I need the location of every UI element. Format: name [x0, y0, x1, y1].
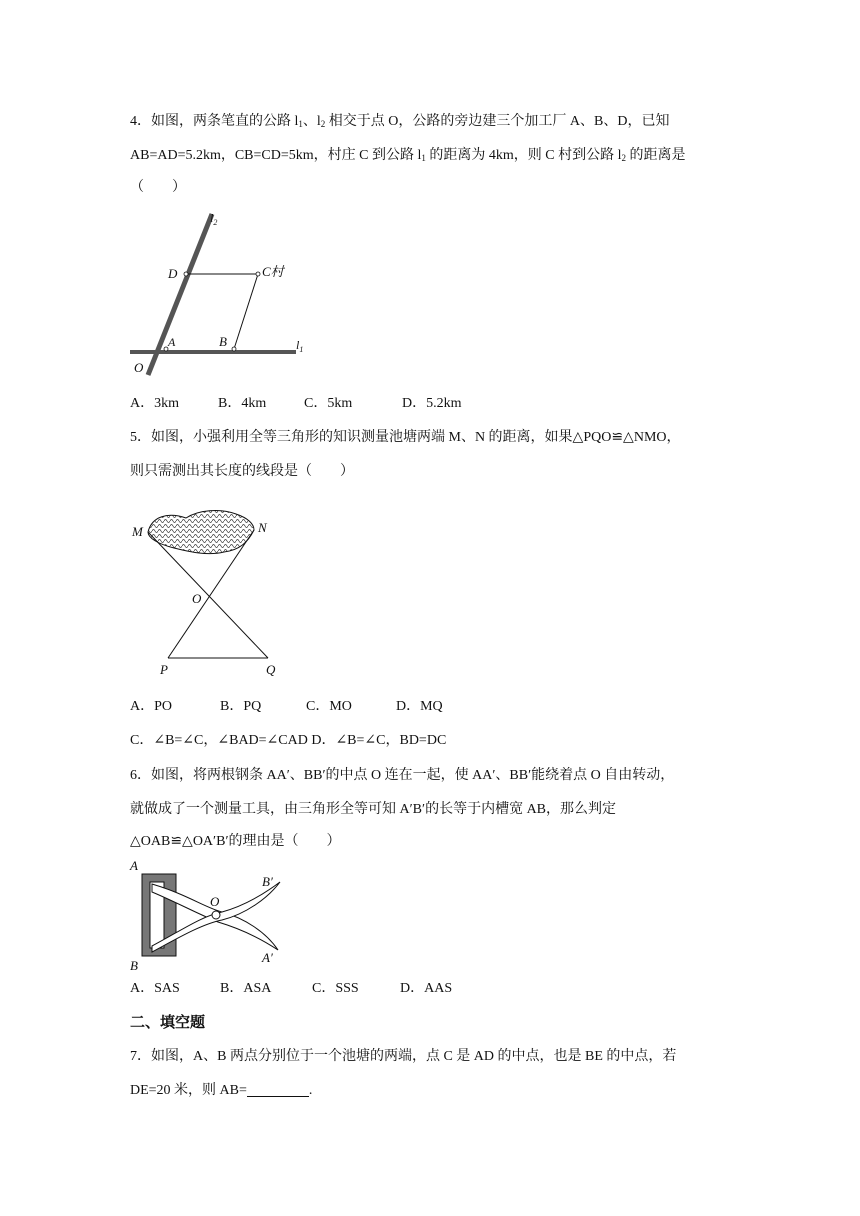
q6-line-2: 就做成了一个测量工具，由三角形全等可知 A′B′的长等于内槽宽 AB，那么判定	[130, 802, 617, 817]
label-l2: $l_2$	[210, 211, 218, 227]
q6-line-1: 6．如图，将两根钢条 AA′、BB′的中点 O 连在一起，使 AA′、BB′能绕着点 O 自由转动，	[130, 768, 675, 783]
label-o: O	[192, 591, 202, 606]
label-b: B	[219, 334, 227, 349]
q5-option-c[interactable]: C．MO	[306, 699, 352, 714]
label-o: O	[134, 360, 144, 375]
label-n: N	[258, 520, 267, 535]
label-b-prime: B′	[262, 874, 273, 889]
q4-line-3: （ ）	[130, 180, 186, 195]
q4-option-b[interactable]: B．4km	[218, 396, 267, 411]
label-p: P	[160, 662, 168, 677]
segment-cb	[234, 274, 258, 349]
q4-option-d[interactable]: D．5.2km	[402, 396, 462, 411]
q4-option-a[interactable]: A．3km	[130, 396, 179, 411]
q6-option-b[interactable]: B．ASA	[220, 981, 272, 996]
label-d: D	[168, 266, 178, 281]
label-b: B	[130, 958, 138, 973]
label-c: C村	[262, 264, 284, 279]
label-o: O	[210, 894, 220, 909]
q4-option-c[interactable]: C．5km	[304, 396, 353, 411]
q5-line-2: 则只需测出其长度的线段是（ ）	[130, 464, 354, 479]
q4-line-2: AB=AD=5.2km，CB=CD=5km，村庄 C 到公路 $l_1$ 的距离为 4km，则 C 村到公路 $l_2$ 的距离是	[130, 148, 686, 163]
q5-option-d[interactable]: D．MQ	[396, 699, 443, 714]
q5-figure	[128, 508, 288, 680]
q4-line-1: 4．如图，两条笔直的公路 $l_1$、$l_2$ 相交于点 O，公路的旁边建三个加工厂 A、B、D，已知	[130, 114, 670, 129]
label-q: Q	[266, 662, 276, 677]
answer-blank[interactable]	[247, 1082, 309, 1097]
pond	[148, 511, 254, 554]
q5-option-b[interactable]: B．PQ	[220, 699, 262, 714]
q4-figure	[126, 208, 326, 384]
q7-line-1: 7．如图，A、B 两点分别位于一个池塘的两端，点 C 是 AD 的中点，也是 BE 的中点，若	[130, 1049, 677, 1064]
label-a-prime: A′	[262, 950, 273, 965]
q6-option-d[interactable]: D．AAS	[400, 981, 453, 996]
label-m: M	[132, 524, 143, 539]
q5-option-a[interactable]: A．PO	[130, 699, 173, 714]
q5-line-1: 5．如图，小强利用全等三角形的知识测量池塘两端 M、N 的距离，如果△PQO≌△NMO，	[130, 430, 681, 445]
pivot-o	[212, 911, 220, 919]
q6-figure	[126, 858, 296, 974]
q6-option-c[interactable]: C．SSS	[312, 981, 359, 996]
q6-line-3: △OAB≌△OA′B′的理由是（ ）	[130, 834, 341, 849]
q6-option-a[interactable]: A．SAS	[130, 981, 180, 996]
label-a: A	[130, 858, 138, 873]
q5-extra-line: C．∠B=∠C，∠BAD=∠CAD D．∠B=∠C，BD=DC	[130, 733, 447, 748]
label-l1: $l_1$	[296, 338, 304, 354]
label-a: A	[168, 335, 176, 349]
section-heading: 二、填空题	[130, 1015, 206, 1031]
q7-line-2: DE=20 米，则 AB= .	[130, 1083, 313, 1098]
